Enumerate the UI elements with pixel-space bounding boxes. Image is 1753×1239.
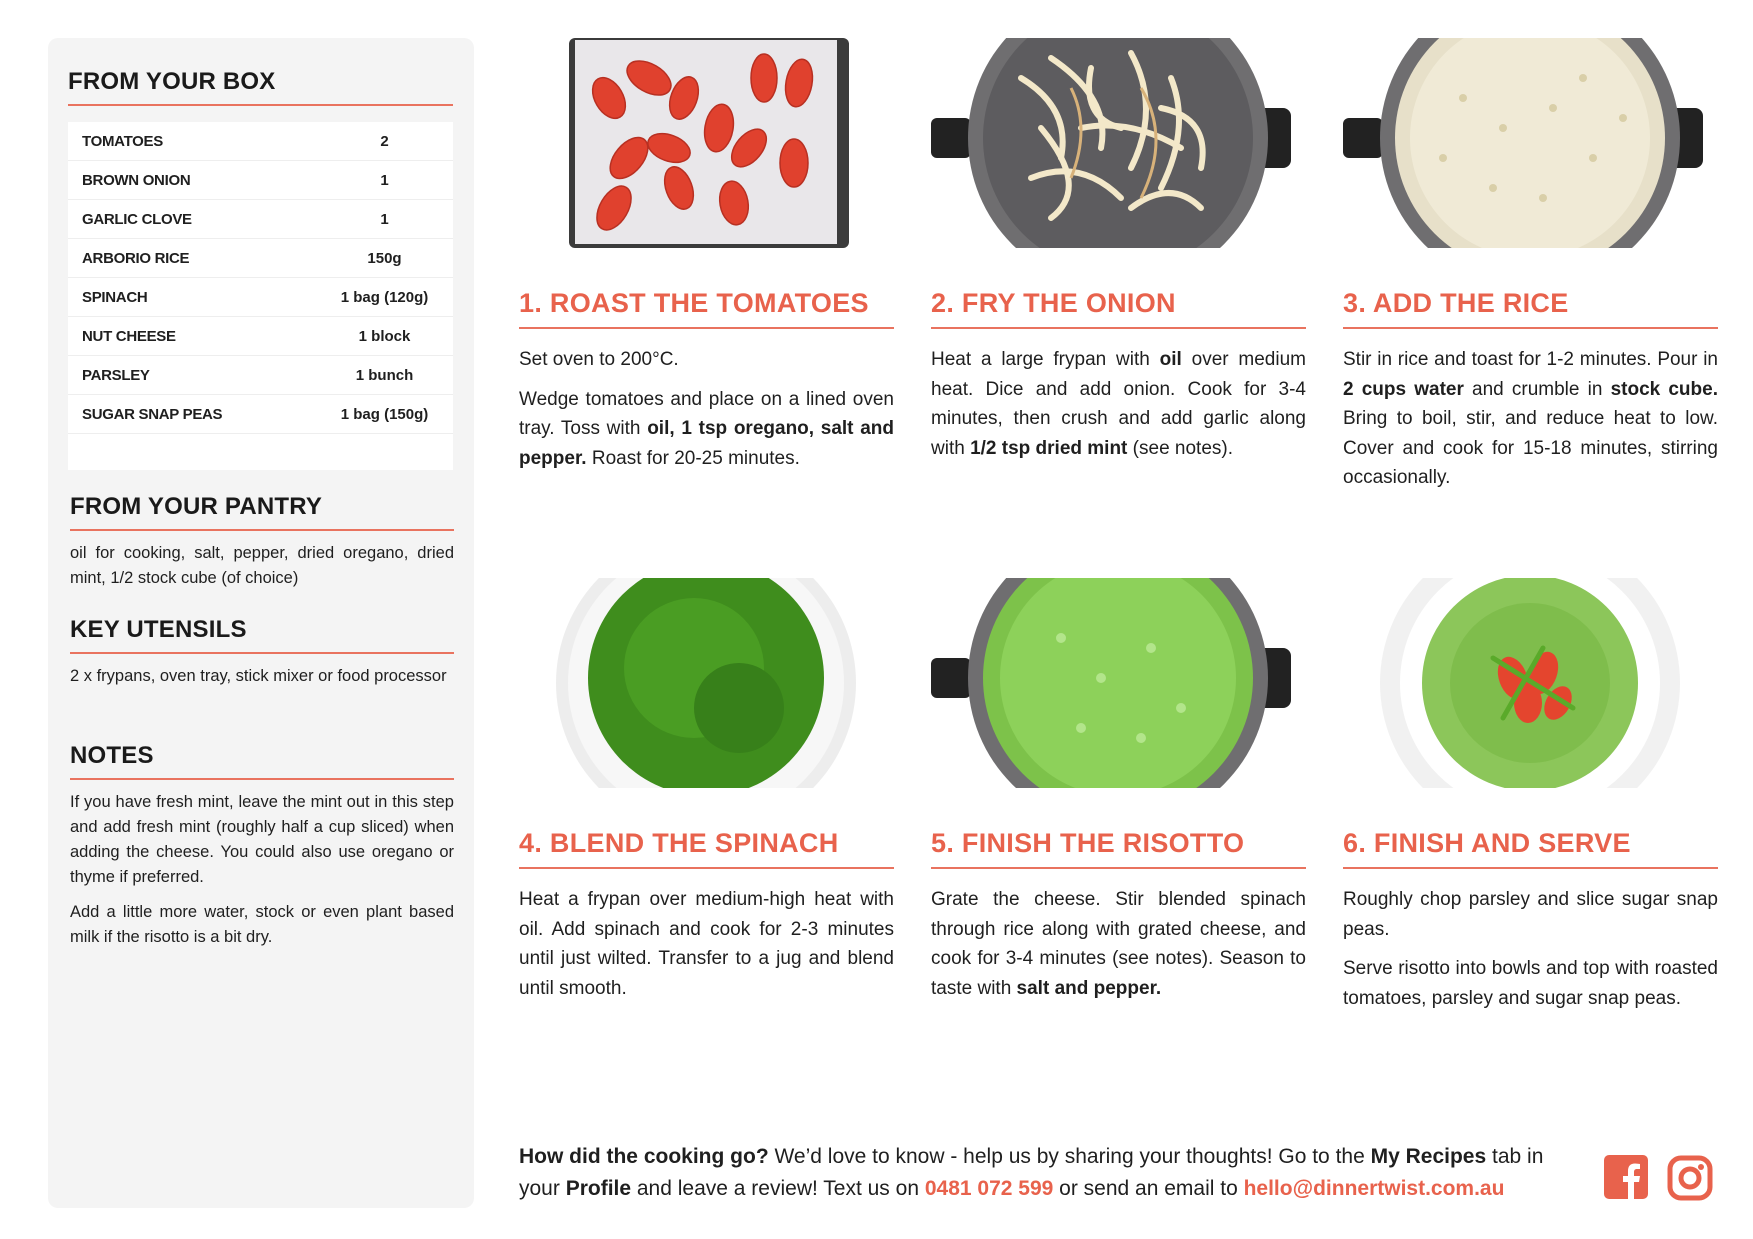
- step-title: 4. BLEND THE SPINACH: [519, 828, 894, 869]
- rice-in-pan-photo: [1343, 38, 1718, 248]
- step-text-part: Grate the cheese. Stir blended spinach through rice along with grated cheese, and cook for 3-4 minutes (see notes). Season to taste with: [931, 889, 1306, 999]
- step-text: [1343, 345, 1718, 493]
- notes-title: NOTES: [70, 742, 454, 780]
- frying-onion-photo: [931, 38, 1306, 248]
- ingredient-name: SUGAR SNAP PEAS: [82, 405, 223, 423]
- table-row: [68, 161, 453, 200]
- facebook-icon[interactable]: [1604, 1155, 1648, 1204]
- ingredient-name: PARSLEY: [82, 366, 150, 384]
- ingredient-name: BROWN ONION: [82, 171, 191, 189]
- step-text: Heat a frypan over medium-high heat with oil. Add spinach and cook for 2-3 minutes until just wilted. Transfer to a jug and blend until smooth.: [519, 889, 894, 999]
- step-title: 1. ROAST THE TOMATOES: [519, 288, 894, 329]
- green-risotto-pan-photo: [931, 578, 1306, 788]
- step-text-part: Heat a large frypan with: [931, 349, 1160, 370]
- step-text-bold: 2 cups water: [1343, 378, 1464, 400]
- step-text-part: and crumble in: [1463, 378, 1611, 400]
- ingredient-name: ARBORIO RICE: [82, 249, 190, 267]
- table-row: [68, 239, 453, 278]
- ingredient-name: GARLIC CLOVE: [82, 210, 192, 228]
- step-text-bold: oil: [1159, 349, 1182, 370]
- step-text-part: Wedge tomatoes and place on a lined oven tray. Toss with: [519, 388, 894, 439]
- ingredient-qty: 1 bag (150g): [340, 405, 429, 423]
- ingredient-qty: 1 bag (120g): [340, 288, 429, 306]
- table-row: [68, 278, 453, 317]
- utensils-title: KEY UTENSILS: [70, 616, 454, 654]
- step-text-part: Roast for 20-25 minutes.: [586, 447, 800, 469]
- footer-question: How did the cooking go?: [519, 1145, 769, 1168]
- step-text: [519, 385, 894, 474]
- table-row: [68, 200, 453, 239]
- profile-label: Profile: [565, 1177, 632, 1200]
- ingredient-qty: 150g: [367, 249, 402, 267]
- step-text-bold: oil, 1 tsp oregano, salt and pepper.: [519, 418, 894, 469]
- step-text: [519, 345, 894, 375]
- roasted-tomatoes-photo: [519, 38, 894, 248]
- step-text-bold: salt and pepper.: [1016, 977, 1162, 999]
- step-text: Serve risotto into bowls and top with roasted tomatoes, parsley and sugar snap peas.: [1343, 958, 1718, 1009]
- phone-link[interactable]: 0481 072 599: [924, 1177, 1054, 1200]
- ingredient-qty: 1 block: [358, 327, 411, 345]
- from-your-pantry-section: [70, 493, 454, 591]
- footer-text: or send an email to: [1053, 1177, 1244, 1200]
- step-text: [931, 345, 1306, 463]
- step-1: [519, 38, 894, 473]
- step-text-part: Set oven to 200°C.: [519, 349, 679, 370]
- footer-text: tab in your: [519, 1145, 1544, 1200]
- my-recipes-label: My Recipes: [1370, 1145, 1487, 1168]
- key-utensils-section: [70, 616, 454, 689]
- table-row: [68, 395, 453, 434]
- served-risotto-photo: [1343, 578, 1718, 788]
- ingredient-name: TOMATOES: [82, 132, 163, 150]
- step-3: [1343, 38, 1718, 493]
- step-title: 6. FINISH AND SERVE: [1343, 828, 1718, 869]
- blended-spinach-photo: [519, 578, 894, 788]
- step-5: [931, 578, 1306, 1003]
- box-title: FROM YOUR BOX: [68, 68, 453, 106]
- pantry-text: oil for cooking, salt, pepper, dried oregano, dried mint, 1/2 stock cube (of choice): [70, 544, 454, 587]
- step-title: 5. FINISH THE RISOTTO: [931, 828, 1306, 869]
- table-row: [68, 317, 453, 356]
- ingredient-qty: 2: [380, 132, 389, 150]
- step-title: 3. ADD THE RICE: [1343, 288, 1718, 329]
- footer-text: We’d love to know - help us by sharing your thoughts! Go to the: [768, 1145, 1371, 1168]
- step-text-part: over medium heat. Dice and add onion. Cook for 3-4 minutes, then crush and add garlic along with: [931, 349, 1306, 459]
- table-row: [68, 122, 453, 161]
- instagram-icon[interactable]: [1667, 1155, 1713, 1206]
- step-4: [519, 578, 894, 1003]
- step-6: [1343, 578, 1718, 1013]
- ingredient-name: SPINACH: [82, 288, 148, 306]
- sidebar-panel: [48, 38, 474, 1208]
- notes-section: [70, 742, 454, 950]
- ingredients-table: [68, 122, 453, 470]
- note-text: If you have fresh mint, leave the mint out in this step and add fresh mint (roughly half a cup sliced) when adding the cheese. You could also use oregano or thyme if preferred.: [70, 793, 454, 886]
- email-link[interactable]: hello@dinnertwist.com.au: [1243, 1177, 1505, 1200]
- pantry-title: FROM YOUR PANTRY: [70, 493, 454, 531]
- step-text-bold: 1/2 tsp dried mint: [970, 437, 1128, 459]
- feedback-footer: [519, 1141, 1579, 1205]
- ingredient-qty: 1: [380, 210, 389, 228]
- step-text-bold: stock cube.: [1610, 378, 1718, 400]
- step-2: [931, 38, 1306, 463]
- from-your-box-section: [68, 68, 453, 470]
- step-title: 2. FRY THE ONION: [931, 288, 1306, 329]
- utensils-text: 2 x frypans, oven tray, stick mixer or food processor: [70, 667, 447, 685]
- step-text: Roughly chop parsley and slice sugar snap peas.: [1343, 889, 1718, 940]
- step-text-part: Stir in rice and toast for 1-2 minutes. Pour in: [1343, 349, 1718, 370]
- step-text-part: Bring to boil, stir, and reduce heat to low. Cover and cook for 15-18 minutes, stirring occasionally.: [1343, 408, 1718, 488]
- ingredient-name: NUT CHEESE: [82, 327, 176, 345]
- ingredient-qty: 1 bunch: [355, 366, 414, 384]
- note-text: Add a little more water, stock or even plant based milk if the risotto is a bit dry.: [70, 903, 454, 946]
- table-row: [68, 356, 453, 395]
- step-text: [931, 885, 1306, 1003]
- step-text-part: (see notes).: [1127, 437, 1233, 459]
- ingredient-qty: 1: [380, 171, 389, 189]
- footer-text: and leave a review! Text us on: [631, 1177, 925, 1200]
